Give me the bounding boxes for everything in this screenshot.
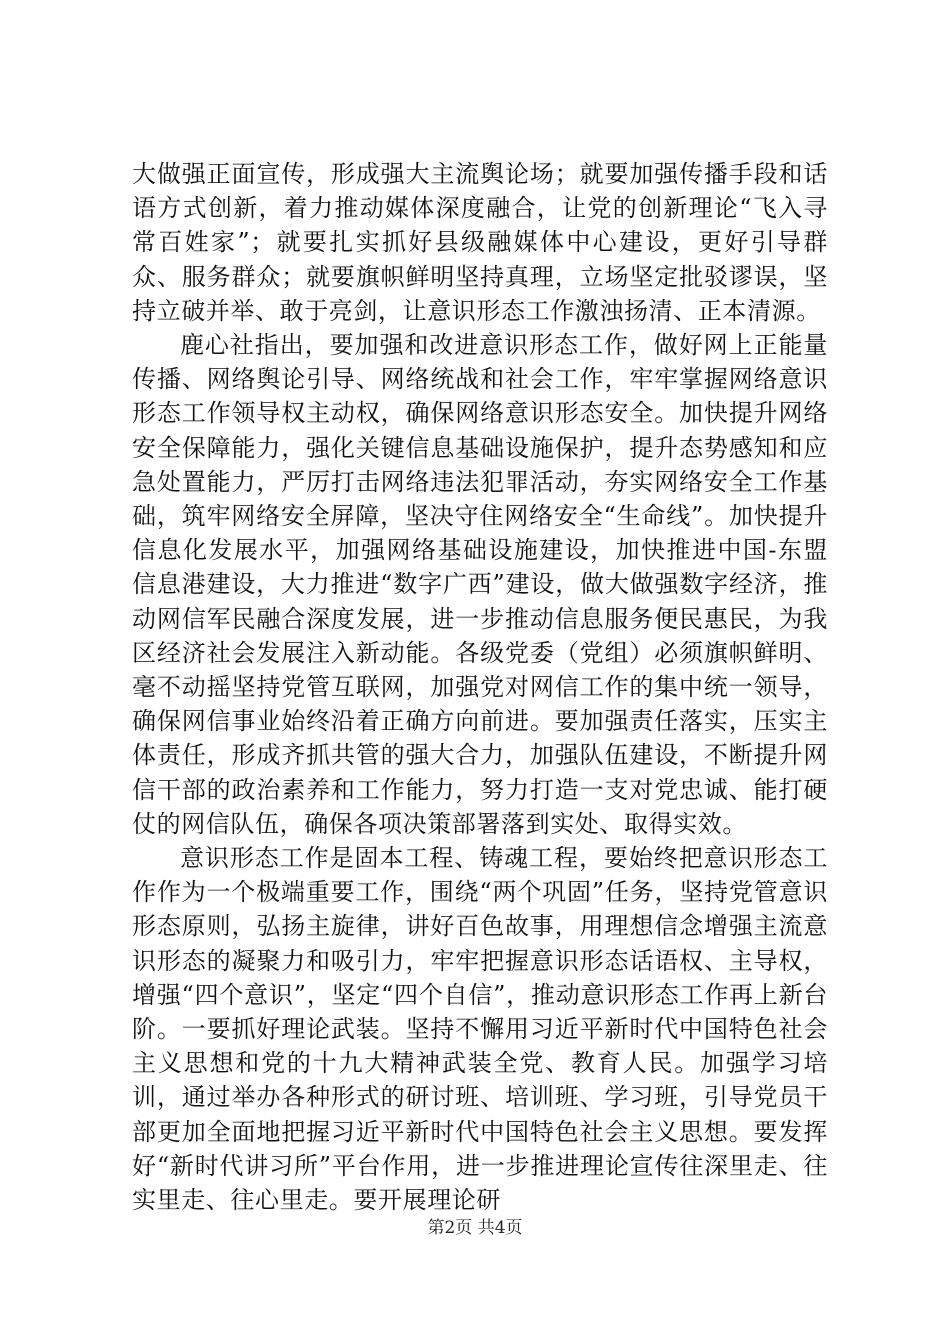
page-footer: 第2页 共4页 <box>427 1218 523 1238</box>
paragraph: 鹿心社指出，要加强和改进意识形态工作，做好网上正能量传播、网络舆论引导、网络统战和社会工作，牢牢掌握网络意识形态工作领导权主动权，确保网络意识形态安全。加快提升网络安全保障能力，强化关键信息基础设施保护，提升态势感知和应急处置能力，严厉打击网络违法犯罪活动，夯实网络安全工作基础，筑牢网络安全屏障，坚决守住网络安全“生命线”。加快提升信息化发展水平，加强网络基础设施建设，加快推进中国-东盟信息港建设，大力推进“数字广西”建设，做大做强数字经济，推动网信军民融合深度发展，进一步推动信息服务便民惠民，为我区经济社会发展注入新动能。各级党委（党组）必须旗帜鲜明、毫不动摇坚持党管互联网，加强党对网信工作的集中统一领导，确保网信事业始终沿着正确方向前进。要加强责任落实，压实主体责任，形成齐抓共管的强大合力，加强队伍建设，不断提升网信干部的政治素养和工作能力，努力打造一支对党忠诚、能打硬仗的网信队伍，确保各项决策部署落到实处、取得实效。 <box>132 331 828 838</box>
document-body <box>132 157 828 1217</box>
paragraph-continued: 大做强正面宣传，形成强大主流舆论场；就要加强传播手段和话语方式创新，着力推动媒体深度融合，让党的创新理论“飞入寻常百姓家”；就要扎实抓好县级融媒体中心建设，更好引导群众、服务群众；就要旗帜鲜明坚持真理，立场坚定批驳谬误，坚持立破并举、敢于亮剑，让意识形态工作激浊扬清、正本清源。 <box>132 160 828 325</box>
paragraph: 意识形态工作是固本工程、铸魂工程，要始终把意识形态工作作为一个极端重要工作，围绕“两个巩固”任务，坚持党管意识形态原则，弘扬主旋律，讲好百色故事，用理想信念增强主流意识形态的凝聚力和吸引力，牢牢把握意识形态话语权、主导权，增强“四个意识”，坚定“四个自信”，推动意识形态工作再上新台阶。一要抓好理论武装。坚持不懈用习近平新时代中国特色社会主义思想和党的十九大精神武装全党、教育人民。加强学习培训，通过举办各种形式的研讨班、培训班、学习班，引导党员干部更加全面地把握习近平新时代中国特色社会主义思想。要发挥好“新时代讲习所”平台作用，进一步推进理论宣传往深里走、往实里走、往心里走。要开展理论研 <box>132 844 828 1215</box>
